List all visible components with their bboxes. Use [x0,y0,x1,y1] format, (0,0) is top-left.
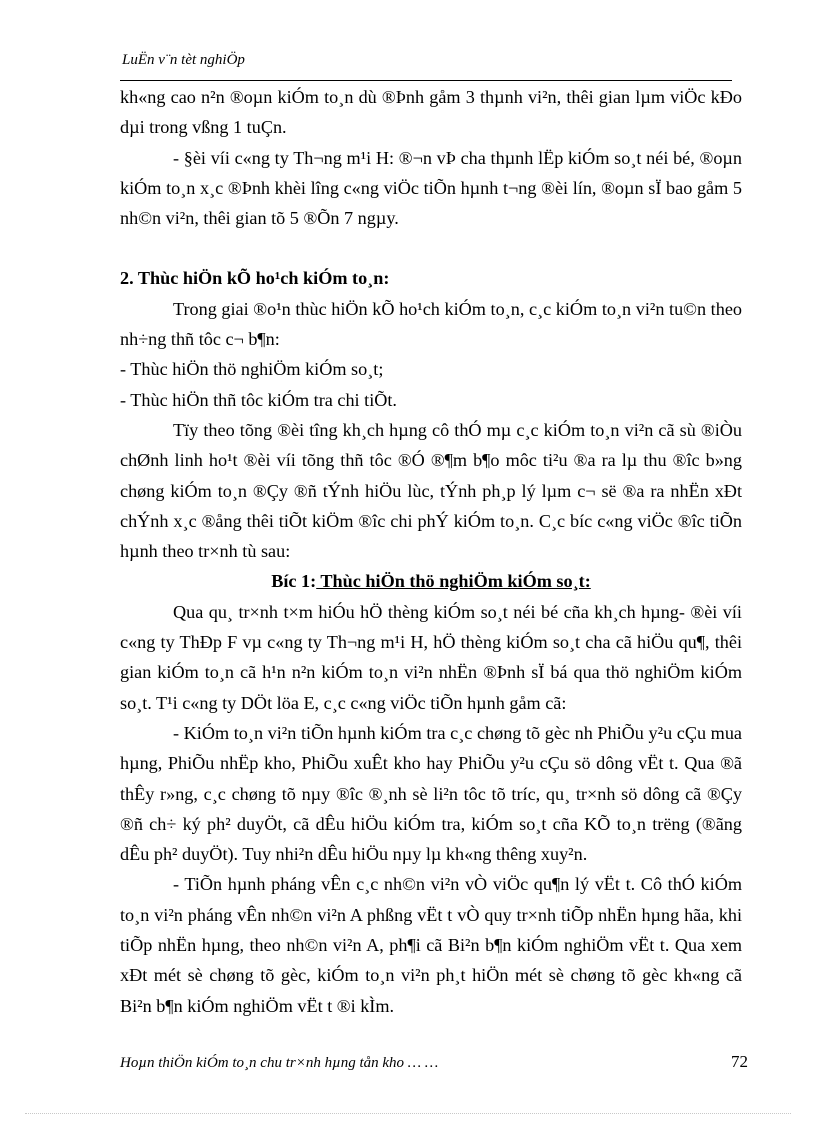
paragraph-continued: kh«ng cao n²n ®oµn kiÓm to¸n dù ®Þnh gåm 3 thµnh vi²n, thêi gian lµm viÖc kÐo dµi trong vßng 1 tuÇn. [120,87,742,138]
bullet-document-inspection: - KiÓm to¸n vi²n tiÕn hµnh kiÓm tra c¸c chøng tõ gèc nh PhiÕu y²u cÇu mua hµng, PhiÕu nhËp kho, PhiÕu xuÊt kho hay PhiÕu y²u cÇu sö dông vËt t. Qua ®ã thÊy r»ng, c¸c chøng tõ nµy ®îc ®¸nh sè li²n tôc tõ tríc, qu¸ tr×nh sö dông cã ®Çy ®ñ ch÷ ký ph² duyÖt, cã dÊu hiÖu kiÓm tra, kiÓm so¸t cña KÕ to¸n trëng (®ãng dÊu ph² duyÖt). Tuy nhi²n dÊu hiÖu nµy lµ kh«ng thêng xuy²n. [120,722,742,865]
section-heading: 2. Thùc hiÖn kÕ ho¹ch kiÓm to¸n: [120,268,390,289]
footer-document-title: Hoµn thiÖn kiÓm to¸n chu tr×nh hµng tån kho … … [120,1055,439,1071]
running-header: LuËn v¨n tèt nghiÖp [122,52,245,68]
bullet-control-tests: - Thùc hiÖn thö nghiÖm kiÓm so¸t; [120,359,384,380]
header-divider [120,80,732,81]
bullet-detail-tests: - Thùc hiÖn thñ tôc kiÓm tra chi tiÕt. [120,389,397,410]
section-gap [120,233,742,263]
step-label: Bíc 1: [271,571,317,592]
paragraph-intro: Trong giai ®o¹n thùc hiÖn kÕ ho¹ch kiÓm to¸n, c¸c kiÓm to¸n vi²n tu©n theo nh÷ng thñ tôc c¬ b¶n: [120,298,742,350]
paragraph-control-review: Qua qu¸ tr×nh t×m hiÓu hÖ thèng kiÓm so¸t néi bé cña kh¸ch hµng- ®èi víi c«ng ty ThÐp F vµ c«ng ty Th¬ng m¹i H, hÖ thèng kiÓm so¸t cha cã hiÖu qu¶, thêi gian kiÓm to¸n cã h¹n n²n kiÓm to¸n vi²n nhËn ®Þnh sÏ bá qua thö nghiÖm kiÓm so¸t. T¹i c«ng ty DÖt löa E, c¸c c«ng viÖc tiÕn hµnh gåm cã: [120,601,742,713]
document-body [120,82,742,1021]
paragraph-thang-mai-company: - §èi víi c«ng ty Th¬ng m¹i H: ®¬n vÞ cha thµnh lËp kiÓm so¸t néi bé, ®oµn kiÓm to¸n x¸c ®Þnh khèi lîng c«ng viÖc tiÕn hµnh t¬ng ®èi lín, ®oµn sÏ bao gåm 5 nh©n vi²n, thêi gian tõ 5 ®Õn 7 ngµy. [120,147,742,229]
bullet-staff-interview: - TiÕn hµnh pháng vÊn c¸c nh©n vi²n vÒ viÖc qu¶n lý vËt t. Cô thÓ kiÓm to¸n vi²n pháng vÊn nh©n vi²n A phßng vËt t vÒ quy tr×nh tiÕp nhËn hµng hãa, khi tiÕp nhËn hµng, theo nh©n vi²n A, ph¶i cã Bi²n b¶n kiÓm nghiÖm vËt t. Qua xem xÐt mét sè chøng tõ gèc, kiÓm to¸n vi²n ph¸t hiÖn mét sè chøng tõ gèc kh«ng cã Bi²n b¶n kiÓm nghiÖm vËt t ®i kÌm. [120,874,742,1016]
page-bottom-border [25,1113,791,1114]
step-title: Thùc hiÖn thö nghiÖm kiÓm so¸t: [316,571,591,592]
step-heading [120,566,742,596]
page-number: 72 [731,1052,748,1071]
paragraph-adjustment: Tïy theo tõng ®èi tîng kh¸ch hµng cô thÓ mµ c¸c kiÓm to¸n vi²n cã sù ®iÒu chØnh linh ho¹t ®èi víi tõng thñ tôc ®Ó ®¶m b¶o môc ti²u ®a ra lµ thu ®îc b»ng chøng kiÓm to¸n ®Çy ®ñ tÝnh hiÖu lùc, tÝnh ph¸p lý lµm c¬ së ®a ra nhËn xÐt chÝnh x¸c ®ång thêi tiÕt kiÖm ®îc chi phÝ kiÓm to¸n. C¸c bíc c«ng viÖc ®îc tiÕn hµnh theo tr×nh tù sau: [120,419,742,562]
